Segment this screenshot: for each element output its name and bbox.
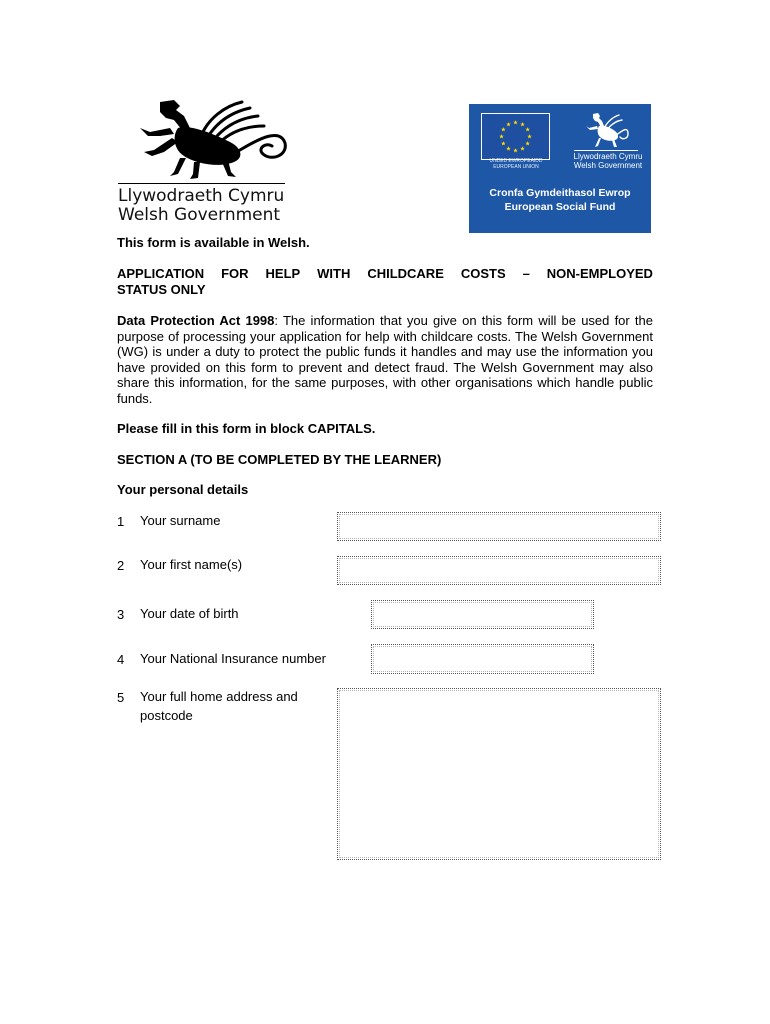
data-protection-text: : The information that you give on this form will be used for the purpose of processing your application for help with childcare costs. The Welsh Government (WG) is under a duty to protect the public funds it handles and may use the information you have provided on this form to prevent and detect fraud. The Welsh Government may also share this information, for the same purposes, with other organisations which handle public funds. [117,313,653,406]
esf-wg-text-english: Welsh Government [573,161,643,170]
welsh-availability-notice: This form is available in Welsh. [117,235,310,250]
eu-star [513,120,518,124]
home-address-field[interactable] [337,688,661,860]
question-number-4: 4 [117,652,125,667]
eu-star [527,134,532,138]
eu-star [525,141,530,145]
data-protection-label: Data Protection Act 1998 [117,313,275,328]
eu-star [501,127,506,131]
surname-label: Your surname [140,513,221,528]
national-insurance-field[interactable] [371,644,594,674]
form-title-word: WITH [317,266,351,281]
logo-divider [118,183,285,184]
logo-text-english: Welsh Government [118,205,281,225]
eu-star [499,134,504,138]
section-a-heading: SECTION A (TO BE COMPLETED BY THE LEARNER) [117,452,442,467]
question-number-1: 1 [117,514,125,529]
form-title-word: COSTS [460,266,506,281]
welsh-dragon-icon [130,98,290,180]
eu-star [520,122,525,126]
welsh-government-logo [110,98,300,230]
eu-flag-icon [481,113,550,160]
esf-wg-text-welsh: Llywodraeth Cymru [573,152,643,161]
form-title-word: HELP [265,266,301,281]
esf-title-welsh: Cronfa Gymdeithasol Ewrop [489,187,631,199]
eu-star [520,146,525,150]
date-of-birth-label: Your date of birth [140,606,239,621]
form-title [117,266,653,298]
eu-caption: UNDEB EWROPEAIDD EUROPEAN UNION [489,158,543,170]
personal-details-heading: Your personal details [117,482,249,497]
home-address-label: Your full home address and postcode [140,689,298,723]
surname-field[interactable] [337,512,661,541]
date-of-birth-field[interactable] [371,600,594,629]
question-number-3: 3 [117,607,125,622]
eu-star [501,141,506,145]
question-number-5: 5 [117,690,125,705]
block-capitals-instruction: Please fill in this form in block CAPITALS. [117,421,376,436]
logo-text-welsh: Llywodraeth Cymru [118,186,285,206]
first-names-field[interactable] [337,556,661,585]
question-number-2: 2 [117,558,125,573]
esf-logo-divider [574,150,638,151]
data-protection-paragraph [117,313,653,406]
form-title-word: NON-EMPLOYED [546,266,653,281]
european-social-fund-logo [469,104,651,233]
esf-title-english: European Social Fund [504,201,616,213]
form-title-word: – [522,266,530,281]
eu-star [506,122,511,126]
form-title-word: CHILDCARE [367,266,444,281]
form-title-line2: STATUS ONLY [117,282,206,297]
form-title-line1 [117,266,653,282]
eu-star [506,146,511,150]
form-title-word: APPLICATION [117,266,205,281]
eu-star [513,148,518,152]
welsh-dragon-small-icon [585,112,629,150]
first-names-label: Your first name(s) [140,557,243,572]
national-insurance-label: Your National Insurance number [140,651,326,666]
form-title-word: FOR [221,266,249,281]
eu-star [525,127,530,131]
